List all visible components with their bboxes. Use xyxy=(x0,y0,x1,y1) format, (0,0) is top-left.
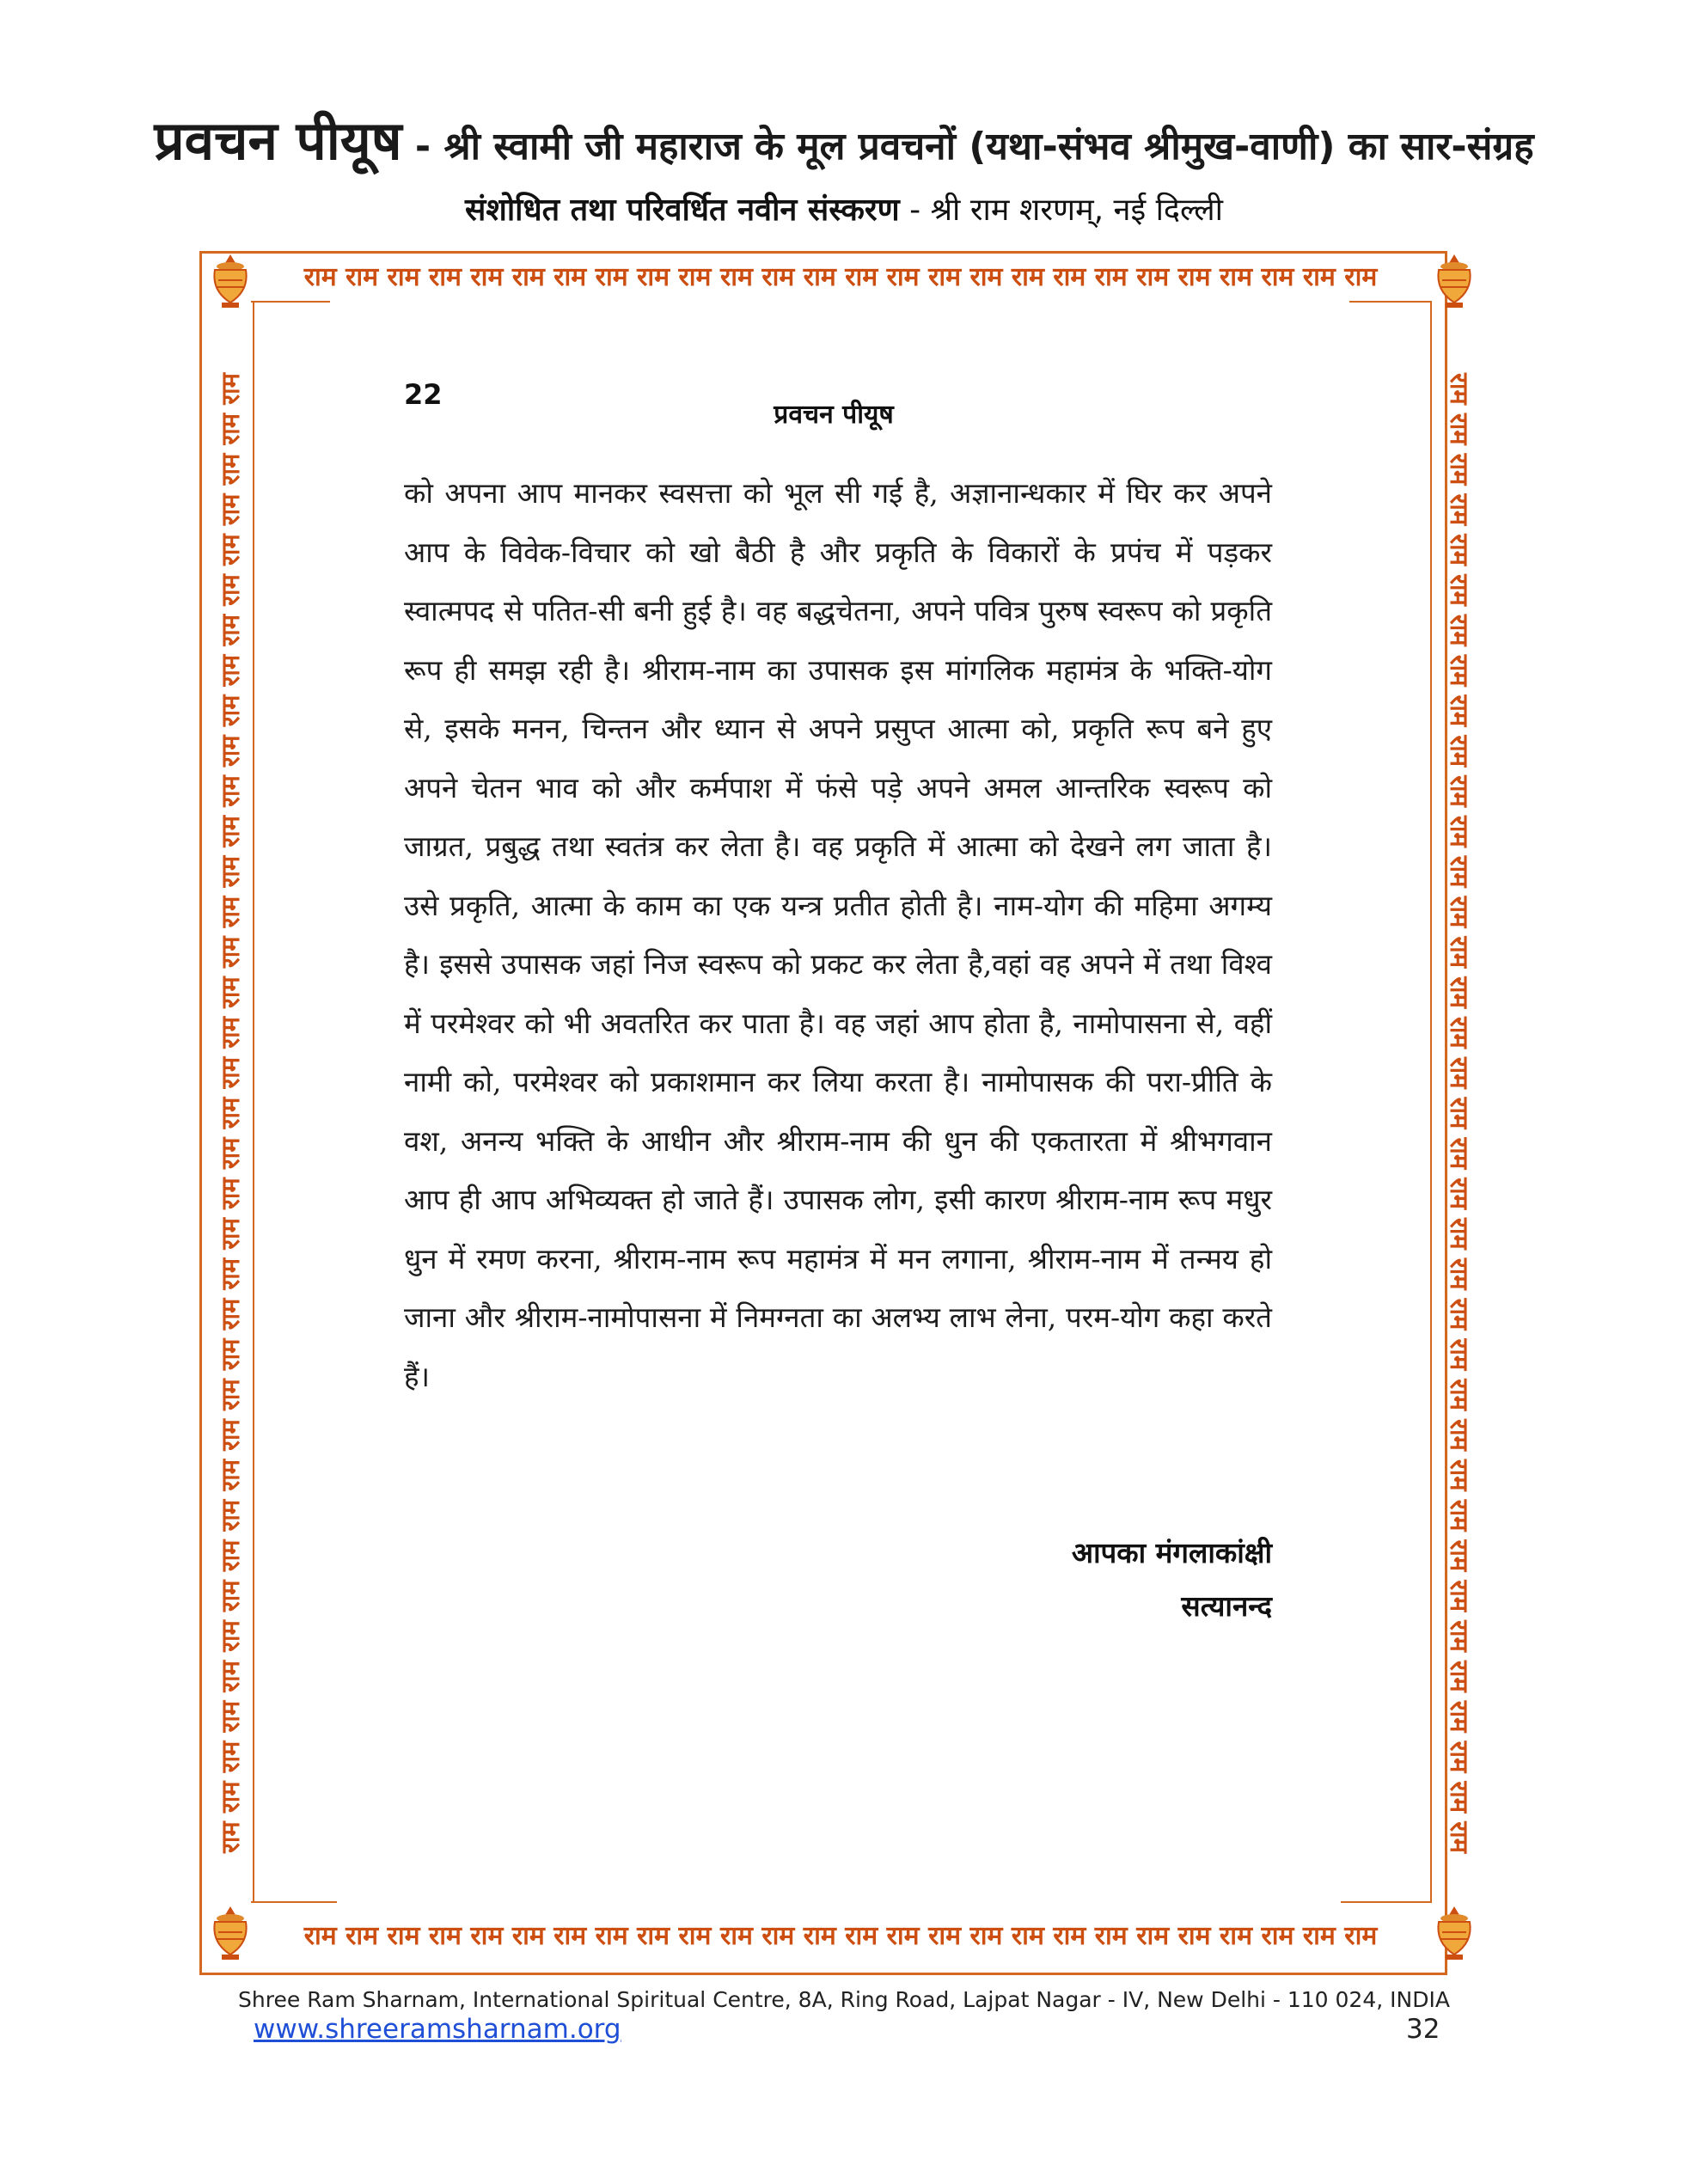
edition-text: संशोधित तथा परिवर्धित नवीन संस्करण xyxy=(465,193,900,228)
kalash-icon xyxy=(1427,251,1482,311)
ram-border-bottom: राम राम राम राम राम राम राम राम राम राम राम राम राम राम राम राम राम राम राम राम राम राम राम राम राम राम xyxy=(303,1921,1378,1951)
publisher-text: श्री राम शरणम्, नई दिल्ली xyxy=(930,193,1223,228)
ram-border-right xyxy=(1434,305,1485,1921)
title-separator: - xyxy=(414,125,431,168)
closing-salutation: आपका मंगलाकांक्षी xyxy=(1071,1536,1272,1569)
header-title-line xyxy=(0,103,1688,175)
kalash-icon xyxy=(1427,1903,1482,1963)
book-subtitle: श्री स्वामी जी महाराज के मूल प्रवचनों (यथा-संभव श्रीमुख-वाणी) का सार-संग्रह xyxy=(443,125,1534,168)
header-edition-line xyxy=(0,187,1688,229)
book-title: प्रवचन पीयूष xyxy=(154,109,402,172)
body-paragraph: को अपना आप मानकर स्वसत्ता को भूल सी गई है, अज्ञानान्धकार में घिर कर अपने आप के विवेक-विचार को खो बैठी है और प्रकृति के विकारों के प्रपंच में पड़कर स्वात्मपद से पतित-सी बनी हुई है। वह बद्धचेतना, अपने पवित्र पुरुष स्वरूप को प्रकृति रूप ही समझ रही है। श्रीराम-नाम का उपासक इस मांगलिक महामंत्र के भक्ति-योग से, इसके मनन, चिन्तन और ध्यान से अपने प्रसुप्त आत्मा को, प्रकृति रूप बने हुए अपने चेतन भाव को और कर्मपाश में फंसे पड़े अपने अमल आन्तरिक स्वरूप को जाग्रत, प्रबुद्ध तथा स्वतंत्र कर लेता है। वह प्रकृति में आत्मा को देखने लग जाता है। उसे प्रकृति, आत्मा के काम का एक यन्त्र प्रतीत होती है। नाम-योग की महिमा अगम्य है। इससे उपासक जहां निज स्वरूप को प्रकट कर लेता है,वहां वह अपने में तथा विश्व में परमेश्वर को भी अवतरित कर पाता है। वह जहां आप होता है, नामोपासना से, वहीं नामी को, परमेश्वर को प्रकाशमान कर लिया करता है। नामोपासक की परा-प्रीति के वश, अनन्य भक्ति के आधीन और श्रीराम-नाम की धुन की एकतारता में श्रीभगवान आप ही आप अभिव्यक्त हो जाते हैं। उपासक लोग, इसी कारण श्रीराम-नाम रूप मधुर धुन में रमण करना, श्रीराम-नाम रूप महामंत्र में मन लगाना, श्रीराम-नाम में तन्मय हो जाना और श्रीराम-नामोपासना में निमग्नता का अलभ्य लाभ लेना, परम-योग कहा करते हैं। xyxy=(404,476,1272,1393)
footer-page-number: 32 xyxy=(1406,2014,1440,2045)
document-header xyxy=(0,103,1688,229)
inner-divider-right xyxy=(1430,303,1432,1901)
ram-border-left xyxy=(206,305,258,1921)
website-link[interactable]: www.shreeramsharnam.org xyxy=(254,2014,621,2045)
footer-address: Shree Ram Sharnam, International Spiritual Centre, 8A, Ring Road, Lajpat Nagar - IV, New Delhi - 110 024, INDIA xyxy=(238,1987,1450,2012)
ram-border-left-text: राम राम राम राम राम राम राम राम राम राम राम राम राम राम राम राम राम राम राम राम राम राम राम राम राम राम राम राम राम राम राम राम राम राम राम राम राम xyxy=(216,373,245,1853)
edition-separator: - xyxy=(909,193,921,228)
inner-divider-bottom-right xyxy=(1341,1901,1432,1903)
ram-border-right-text: राम राम राम राम राम राम राम राम राम राम राम राम राम राम राम राम राम राम राम राम राम राम राम राम राम राम राम राम राम राम राम राम राम राम राम राम राम xyxy=(1445,373,1474,1853)
inner-divider-top-left xyxy=(251,301,330,303)
ram-border-top: राम राम राम राम राम राम राम राम राम राम राम राम राम राम राम राम राम राम राम राम राम राम राम राम राम राम xyxy=(303,262,1378,292)
signature-block xyxy=(1072,1526,1272,1633)
running-head: प्रवचन पीयूष xyxy=(774,400,894,430)
inner-page-number: 22 xyxy=(404,378,443,411)
inner-divider-top-right xyxy=(1349,301,1432,303)
author-signature: सत्यानन्द xyxy=(1181,1589,1272,1623)
inner-divider-bottom-left xyxy=(251,1901,337,1903)
kalash-icon xyxy=(203,251,258,311)
kalash-icon xyxy=(203,1903,258,1963)
